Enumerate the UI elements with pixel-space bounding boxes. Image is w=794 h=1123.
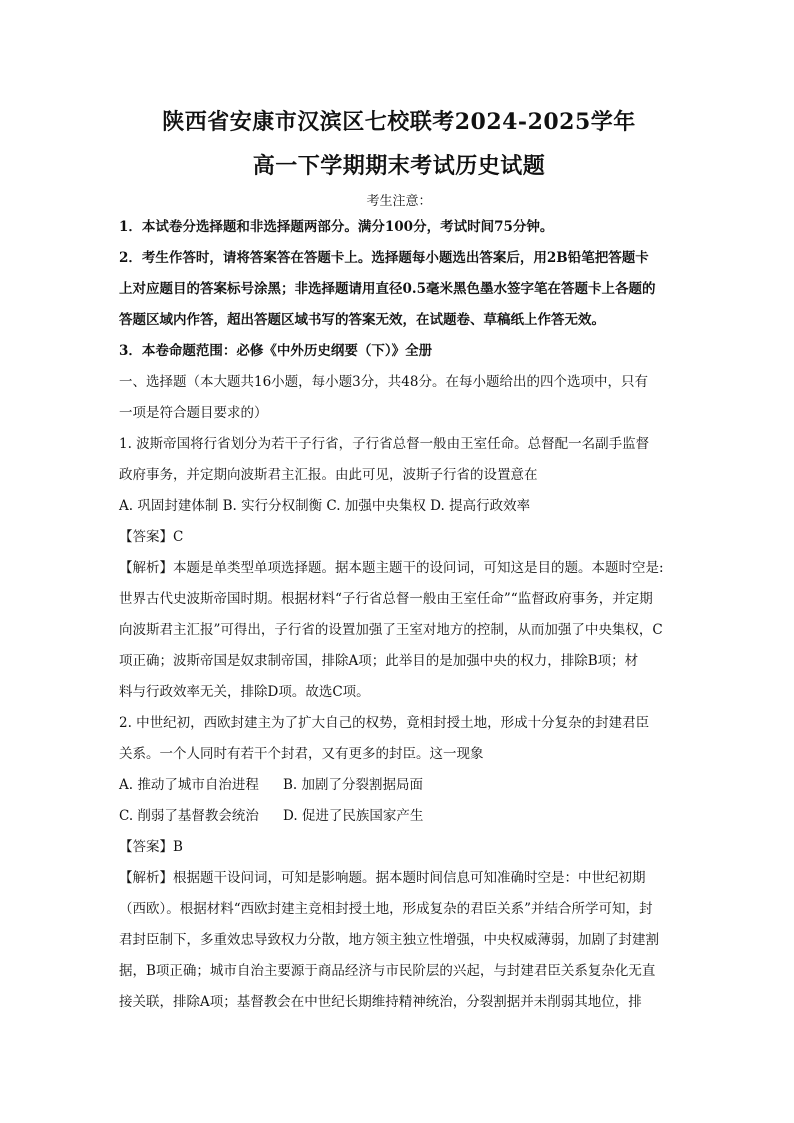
notice-line: 3．本卷命题范围：必修《中外历史纲要（下）》全册	[119, 343, 433, 359]
notice-list	[119, 212, 679, 367]
option-c: C. 削弱了基督教会统治	[119, 808, 259, 824]
page-subtitle: 高一下学期期末考试历史试题	[252, 153, 546, 179]
notice-line: 1．本试卷分选择题和非选择题两部分。满分100分，考试时间75分钟。	[119, 219, 554, 235]
section-heading	[119, 367, 679, 429]
question-options-row	[119, 770, 679, 801]
section-heading-line: 一、选择题（本大题共16小题，每小题3分，共48分。在每小题给出的四个选项中，只有	[119, 374, 648, 390]
answer-line: 【答案】C	[119, 529, 184, 545]
page-title: 陕西省安康市汉滨区七校联考2024-2025学年	[162, 109, 636, 135]
question-options-row	[119, 801, 679, 832]
analysis-line: 据，B项正确；城市自治主要源于商品经济与市民阶层的兴起，与封建君臣关系复杂化无直	[119, 963, 656, 979]
option-b: B. 加剧了分裂割据局面	[283, 777, 424, 793]
analysis-line: 向波斯君主汇报”可得出，子行省的设置加强了王室对地方的控制，从而加强了中央集权，C	[119, 622, 663, 638]
analysis-line: 接关联，排除A项；基督教会在中世纪长期维持精神统治，分裂割据并未削弱其地位，排	[119, 994, 642, 1010]
question-stem-line: 1. 波斯帝国将行省划分为若干子行省，子行省总督一般由王室任命。总督配一名副手监督	[119, 436, 650, 452]
analysis-line: 【解析】根据题干设问词，可知是影响题。据本题时间信息可知准确时空是：中世纪初期	[119, 870, 646, 886]
notice-line: 2．考生作答时，请将答案答在答题卡上。选择题每小题选出答案后，用2B铅笔把答题卡	[119, 250, 649, 266]
question-stem-line: 政府事务，并定期向波斯君主汇报。由此可见，波斯子行省的设置意在	[119, 467, 538, 483]
question-options: A. 巩固封建体制 B. 实行分权制衡 C. 加强中央集权 D. 提高行政效率	[119, 498, 531, 514]
section-heading-line: 一项是符合题目要求的）	[119, 405, 268, 421]
notice-heading: 考生注意：	[366, 194, 432, 209]
analysis-line: 君封臣制下，多重效忠导致权力分散，地方领主独立性增强，中央权威薄弱，加剧了封建割	[119, 932, 659, 948]
option-a: A. 推动了城市自治进程	[119, 777, 259, 793]
analysis-line: 料与行政效率无关，排除D项。故选C项。	[119, 684, 370, 700]
option-d: D. 促进了民族国家产生	[283, 808, 424, 824]
analysis-line: 世界古代史波斯帝国时期。根据材料“子行省总督一般由王室任命”“监督政府事务，并定期	[119, 591, 653, 607]
question-1	[119, 429, 679, 708]
question-stem-line: 关系。一个人同时有若干个封君，又有更多的封臣。这一现象	[119, 746, 484, 762]
notice-line: 答题区域内作答，超出答题区域书写的答案无效，在试题卷、草稿纸上作答无效。	[119, 312, 605, 328]
answer-line: 【答案】B	[119, 839, 183, 855]
notice-line: 上对应题目的答案标号涂黑；非选择题请用直径0.5毫米黑色墨水签字笔在答题卡上各题的	[119, 281, 656, 297]
analysis-line: 项正确；波斯帝国是奴隶制帝国，排除A项；此举目的是加强中央的权力，排除B项；材	[119, 653, 639, 669]
question-stem-line: 2. 中世纪初，西欧封建主为了扩大自己的权势，竟相封授土地，形成十分复杂的封建君臣	[119, 715, 650, 731]
question-2	[119, 708, 679, 1018]
analysis-line: 【解析】本题是单类型单项选择题。据本题主题干的设问词，可知这是目的题。本题时空是:	[119, 560, 664, 576]
page-content	[119, 100, 679, 1018]
analysis-line: （西欧）。根据材料“西欧封建主竞相封授土地，形成复杂的君臣关系”并结合所学可知，封	[119, 901, 653, 917]
